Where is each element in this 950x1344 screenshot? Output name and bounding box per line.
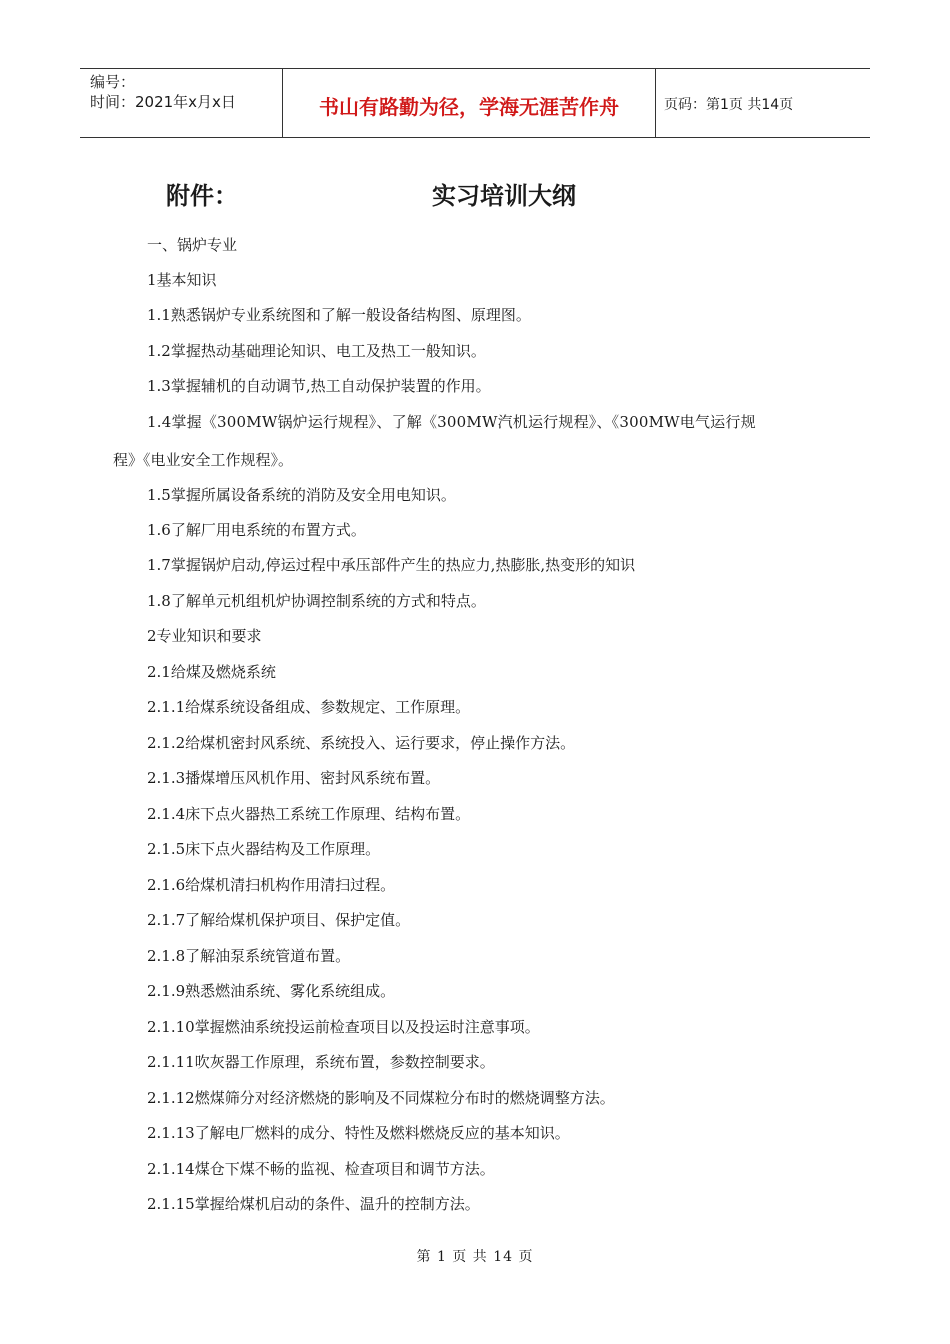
item-2-1-1: 2.1.1给煤系统设备组成、参数规定、工作原理。: [147, 698, 471, 716]
item-1-7: 1.7掌握锅炉启动,停运过程中承压部件产生的热应力,热膨胀,热变形的知识: [147, 556, 636, 574]
item-1-3: 1.3掌握辅机的自动调节,热工自动保护装置的作用。: [147, 377, 491, 395]
item-2-1-13: 2.1.13了解电厂燃料的成分、特性及燃料燃烧反应的基本知识。: [147, 1124, 570, 1142]
item-2-1-12: 2.1.12燃煤筛分对经济燃烧的影响及不同煤粒分布时的燃烧调整方法。: [147, 1089, 615, 1107]
item-2-1-7: 2.1.7了解给煤机保护项目、保护定值。: [147, 911, 411, 929]
attachment-label: 附件：: [166, 182, 238, 210]
header-page-cell: [655, 69, 870, 137]
subsection-professional-knowledge: 2专业知识和要求: [147, 627, 262, 645]
item-1-8: 1.8了解单元机组机炉协调控制系统的方式和特点。: [147, 592, 486, 610]
header-motto-cell: [282, 69, 656, 137]
item-2-1-6: 2.1.6给煤机清扫机构作用清扫过程。: [147, 876, 396, 894]
section-heading-boiler: 一、锅炉专业: [147, 236, 238, 254]
item-1-2: 1.2掌握热动基础理论知识、电工及热工一般知识。: [147, 342, 486, 360]
item-2-1-2: 2.1.2给煤机密封风系统、系统投入、运行要求，停止操作方法。: [147, 734, 576, 752]
document-header: [80, 68, 870, 138]
header-motto: 书山有路勤为径，学海无涯苦作舟: [319, 95, 619, 119]
page-title: 实习培训大纲: [432, 182, 576, 210]
item-1-1: 1.1熟悉锅炉专业系统图和了解一般设备结构图、原理图。: [147, 306, 531, 324]
item-2-1-11: 2.1.11吹灰器工作原理，系统布置，参数控制要求。: [147, 1053, 495, 1071]
header-page-info: 页码：第1页 共14页: [664, 97, 794, 113]
item-2-1-4: 2.1.4床下点火器热工系统工作原理、结构布置。: [147, 805, 471, 823]
page-footer: 第 1 页 共 14 页: [416, 1249, 534, 1265]
item-2-1-5: 2.1.5床下点火器结构及工作原理。: [147, 840, 381, 858]
item-1-6: 1.6了解厂用电系统的布置方式。: [147, 521, 366, 539]
item-1-4-line-2: 程》《电业安全工作规程》。: [113, 451, 294, 469]
item-1-4-line-1: 1.4掌握《300MW锅炉运行规程》、了解《300MW汽机运行规程》、《300MW电气运行规: [147, 413, 756, 431]
item-1-5: 1.5掌握所属设备系统的消防及安全用电知识。: [147, 486, 456, 504]
item-2-1-10: 2.1.10掌握燃油系统投运前检查项目以及投运时注意事项。: [147, 1018, 540, 1036]
item-2-1-9: 2.1.9熟悉燃油系统、雾化系统组成。: [147, 982, 396, 1000]
subsection-basic-knowledge: 1基本知识: [147, 271, 217, 289]
time-label: 时间：2021年x月x日: [90, 93, 236, 111]
number-label: 编号：: [90, 73, 136, 91]
item-2-1-14: 2.1.14煤仓下煤不畅的监视、检查项目和调节方法。: [147, 1160, 495, 1178]
item-2-1-15: 2.1.15掌握给煤机启动的条件、温升的控制方法。: [147, 1195, 480, 1213]
header-left-cell: [80, 69, 282, 137]
item-2-1-3: 2.1.3播煤增压风机作用、密封风系统布置。: [147, 769, 441, 787]
item-2-1: 2.1给煤及燃烧系统: [147, 663, 276, 681]
item-2-1-8: 2.1.8了解油泵系统管道布置。: [147, 947, 351, 965]
